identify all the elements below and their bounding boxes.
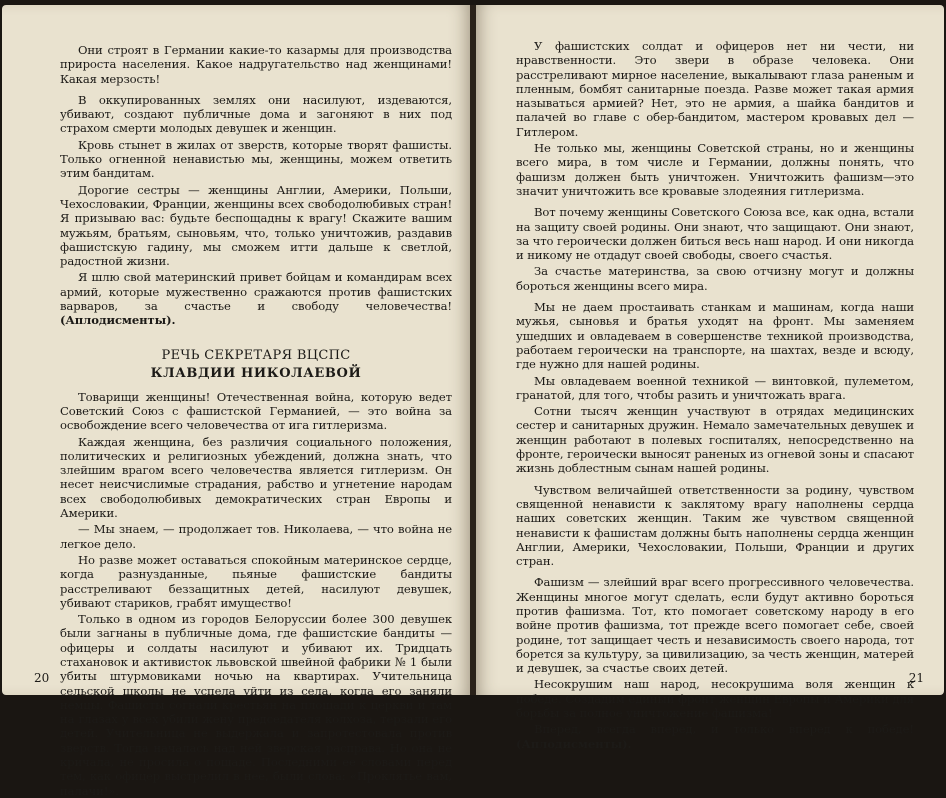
paragraph: Товарищи женщины! Отечественная война, которую ведет Советский Союз с фашистской Германией, — это война за освобождение всего человечества от ига гитлеризма. <box>60 389 452 433</box>
paragraph: Не только мы, женщины Советской страны, но и женщины всего мира, в том числе и Германии, должны понять, что фашизм должен быть уничтожен. Уничтожить фашизм—это значит уничтожить все кровавые злодеяния гитлеризма. <box>516 141 914 198</box>
paragraph: Дорогие сестры — женщины Англии, Америки, Польши, Чехословакии, Франции, женщины всех свободолюбивых стран! Я призываю вас: будьте беспощадны к врагу! Скажите вашим мужьям, братьям, сыновьям, что, только уничтожив, раздавив фашистскую гадину, мы сможем итти дальше к светлой, радостной жизни. <box>60 182 452 269</box>
paragraph-with-applause <box>60 270 452 327</box>
paragraph: Сотни тысяч женщин участвуют в отрядах медицинских сестер и санитарных дружин. Немало замечательных девушек и женщин работают в полевых госпиталях, непосредственно на фронте, героически выносят раненых из огневой зоны и спасают жизнь доблестным сынам нашей родины. <box>516 404 914 476</box>
paragraph: Фашизм — злейший враг всего прогрессивного человечества. Женщины многое могут сделать, если будут активно бороться против фашизма. Тот, кто помогает советскому народу в его войне против фашизма, тот прежде всего помогает себе, своей родине, тот защищает честь и независимость своего народа, тот борется за культуру, за цивилизацию, за честь женщин, матерей и девушек, за счастье своих детей. <box>516 575 914 676</box>
paragraph-with-applause <box>516 722 914 751</box>
paragraph: Кровь стынет в жилах от зверств, которые творят фашисты. Только огненной ненавистью мы, женщины, можем ответить этим бандитам. <box>60 137 452 181</box>
speaker-name: КЛАВДИИ НИКОЛАЕВОЙ <box>150 365 362 381</box>
paragraph-text: Я шлю свой материнский привет бойцам и командирам всех армий, которые мужественно сражаются против фашистских варваров, за счастье и свободу человечества! <box>60 270 452 314</box>
paragraph: Мы овладеваем военной техникой — винтовкой, пулеметом, гранатой, для того, чтобы разить и уничтожать врага. <box>516 373 914 402</box>
page-number: 21 <box>908 671 924 685</box>
paragraph: Они строят в Германии какие-то казармы для производства прироста населения. Какое надругательство над женщинами! Какая мерзость! <box>60 43 452 86</box>
paragraph: Но разве может оставаться спокойным материнское сердце, когда разнузданные, пьяные фашистские бандиты расстреливают беззащитных детей, насилуют девушек, убивают стариков, грабят имущество! <box>60 552 452 610</box>
paragraph: Мы не даем простаивать станкам и машинам, когда наши мужья, сыновья и братья уходят на фронт. Мы заменяем ушедших и овладеваем в совершенстве техникой производства, работаем героически на транспорте, на шахтах, везде и всюду, где нужно для нашей родины. <box>516 300 914 372</box>
paragraph: Несокрушим наш народ, несокрушима воля женщин к победе. Создадим единый фронт женщин Европы и Америки для борьбы за полное уничтожение фашизма! <box>516 677 914 721</box>
applause-note: (Аплодисменты). <box>60 313 176 328</box>
paragraph: Вот почему женщины Советского Союза все, как одна, встали на защиту своей родины. Они знают, что защищают. Они знают, за что героически должен биться весь наш народ. И они никогда и никому не отдадут своей свободы, своего счастья. <box>516 205 914 263</box>
page-number: 20 <box>34 671 50 685</box>
paragraph: Чувством величайшей ответственности за родину, чувством священной ненависти к заклятому врагу наполнены сердца наших советских женщин. Таким же чувством священной ненависти к фашистам должны быть наполнены сердца женщин Англии, Америки, Чехословакии, Польши, Франции и других стран. <box>516 482 914 569</box>
paragraph: За счастье материнства, за свою отчизну могут и должны бороться женщины всего мира. <box>516 264 914 293</box>
paragraph-text: Вперед, всегда вперед, и только вперед к победе! <box>534 722 914 737</box>
paragraph: В оккупированных землях они насилуют, издеваются, убивают, создают публичные дома и загоняют в них под страхом смерти молодых девушек и женщин. <box>60 92 452 136</box>
paragraph: У фашистских солдат и офицеров нет ни чести, ни нравственности. Это звери в образе человека. Они расстреливают мирное население, выкалывают глаза раненым и пленным, бомбят санитарные поезда. Разве может такая армия называться армией? Нет, это не армия, а шайка бандитов и палачей во главе с обер-бандитом, мастером кровавых дел — Гитлером. <box>516 39 914 139</box>
paragraph: — Мы знаем, — продолжает тов. Николаева, — что война не легкое дело. <box>60 522 452 551</box>
speech-heading: РЕЧЬ СЕКРЕТАРЯ ВЦСПС <box>161 347 351 363</box>
paragraph: Только в одном из городов Белоруссии более 300 девушек были загнаны в публичные дома, где фашистские бандиты — офицеры и солдаты насилуют и убивают их. Тридцать стахановок и активисток львовской швейной фабрики № 1 были убиты штурмовиками ночью на квартирах. Учительница сельской школы не успела уйти из села, когда его заняли немцы. Фашисты согнали крестьян на площади к церкви и там на глазах у всех убили жену председателя колхоза, терзали его детей. Учительница не выдержала и запротестовала против зверств. Тогда началась над ней зверская расправа. Но она не кричала, не просила о пощаде. Последними ее словами перед тем, как офицер выстрелил в нее, были слова: «Проклятье вам, палачи!». <box>60 612 452 798</box>
left-page <box>2 5 470 798</box>
applause-note: (Аплодисменты). <box>516 736 632 751</box>
right-page <box>476 5 944 751</box>
paragraph: Каждая женщина, без различия социального положения, политических и религиозных убеждений, должна знать, что злейшим врагом всего человечества является гитлеризм. Он несет неисчислимые страдания, рабство и угнетение народам всех свободолюбивых демократических стран Европы и Америки. <box>60 434 452 521</box>
